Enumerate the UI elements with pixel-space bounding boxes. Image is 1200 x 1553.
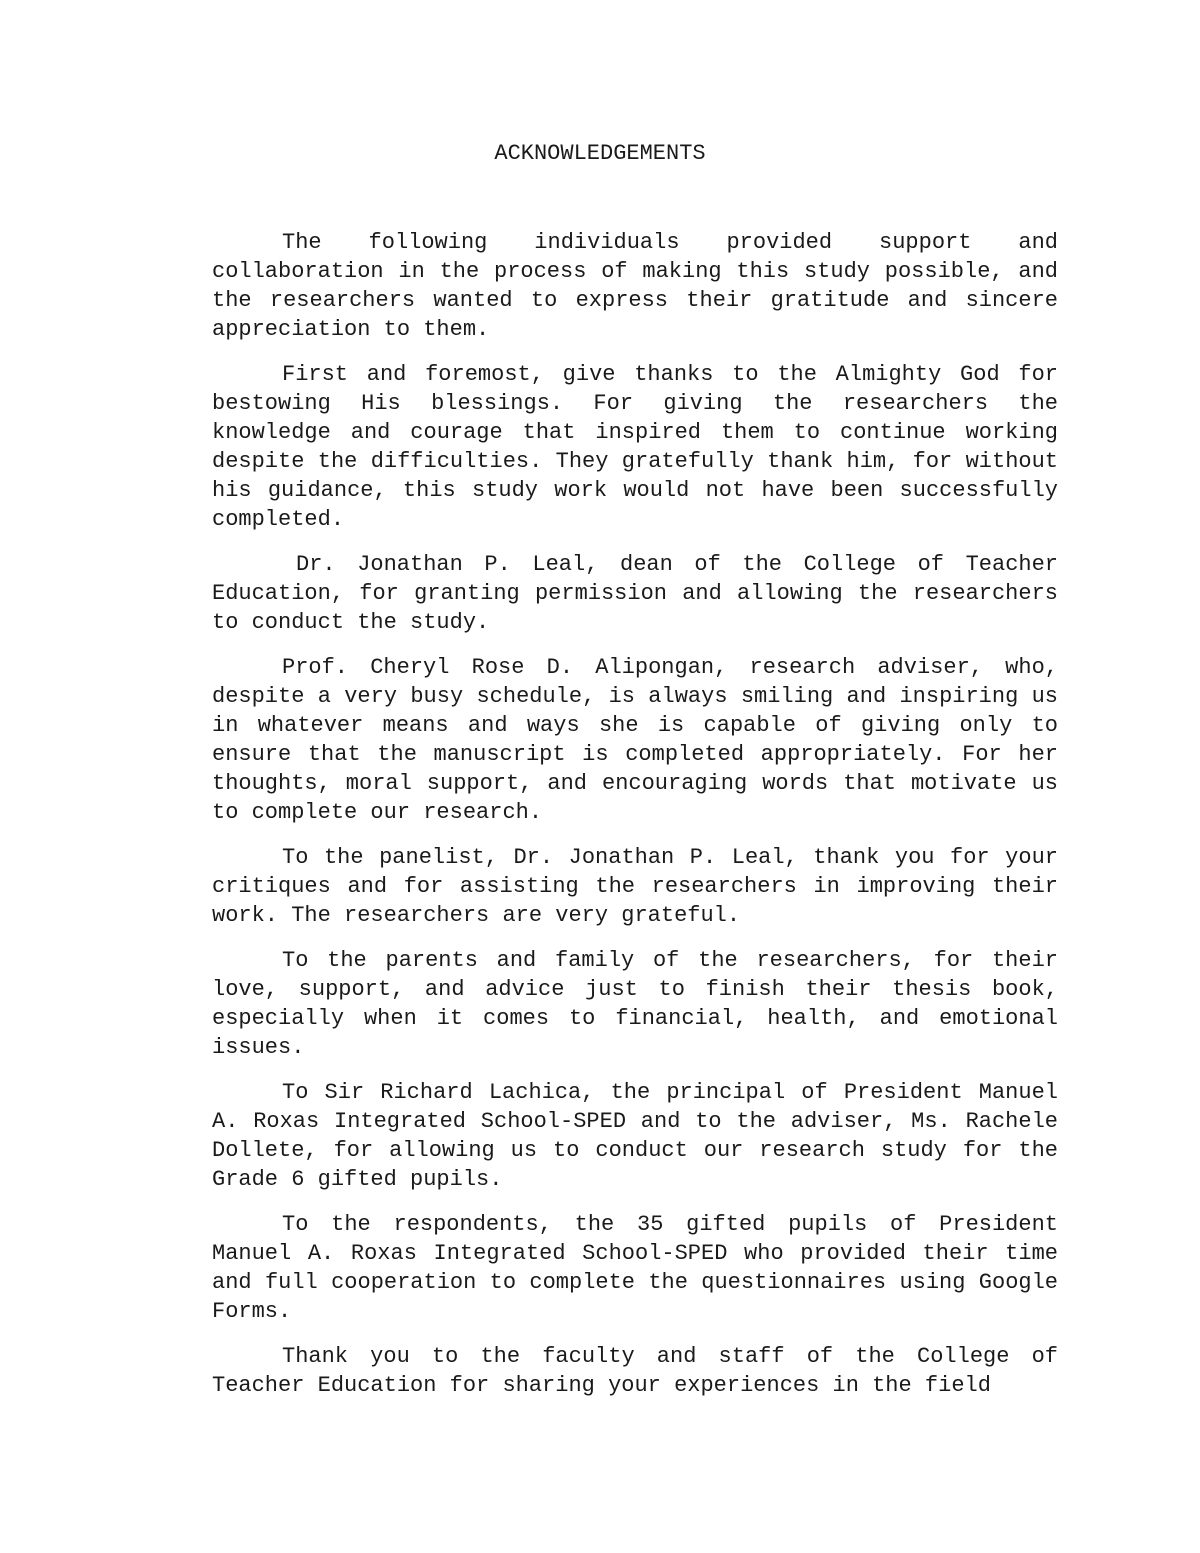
page-title: ACKNOWLEDGEMENTS bbox=[494, 141, 706, 166]
paragraph-adviser: Prof. Cheryl Rose D. Alipongan, research adviser, who, despite a very busy schedule, is always smiling and inspiring us in whatever means and ways she is capable of giving only to ensure that the manuscript is completed appropriately. For her thoughts, moral support, and encouraging words that motivate us to complete our research. bbox=[212, 655, 1058, 825]
paragraph-panelist: To the panelist, Dr. Jonathan P. Leal, thank you for your critiques and for assisting the researchers in improving their work. The researchers are very grateful. bbox=[212, 845, 1058, 928]
paragraph-faculty: Thank you to the faculty and staff of the College of Teacher Education for sharing your experiences in the field bbox=[212, 1344, 1058, 1398]
paragraph-respondents: To the respondents, the 35 gifted pupils of President Manuel A. Roxas Integrated School-SPED who provided their time and full cooperation to complete the questionnaires using Google Forms. bbox=[212, 1212, 1058, 1324]
paragraph-god: First and foremost, give thanks to the Almighty God for bestowing His blessings. For giving the researchers the knowledge and courage that inspired them to continue working despite the difficulties. They gratefully thank him, for without his guidance, this study work would not have been successfully completed. bbox=[212, 362, 1058, 532]
paragraph-principal: To Sir Richard Lachica, the principal of President Manuel A. Roxas Integrated School-SPED and to the adviser, Ms. Rachele Dollete, for allowing us to conduct our research study for the Grade 6 gifted pupils. bbox=[212, 1080, 1058, 1192]
acknowledgements-body bbox=[212, 228, 1058, 1400]
paragraph-dean: Dr. Jonathan P. Leal, dean of the College of Teacher Education, for granting permission and allowing the researchers to conduct the study. bbox=[212, 552, 1058, 635]
paragraph-family: To the parents and family of the researchers, for their love, support, and advice just to finish their thesis book, especially when it comes to financial, health, and emotional issues. bbox=[212, 948, 1058, 1060]
paragraph-intro: The following individuals provided support and collaboration in the process of making this study possible, and the researchers wanted to express their gratitude and sincere appreciation to them. bbox=[212, 230, 1058, 342]
